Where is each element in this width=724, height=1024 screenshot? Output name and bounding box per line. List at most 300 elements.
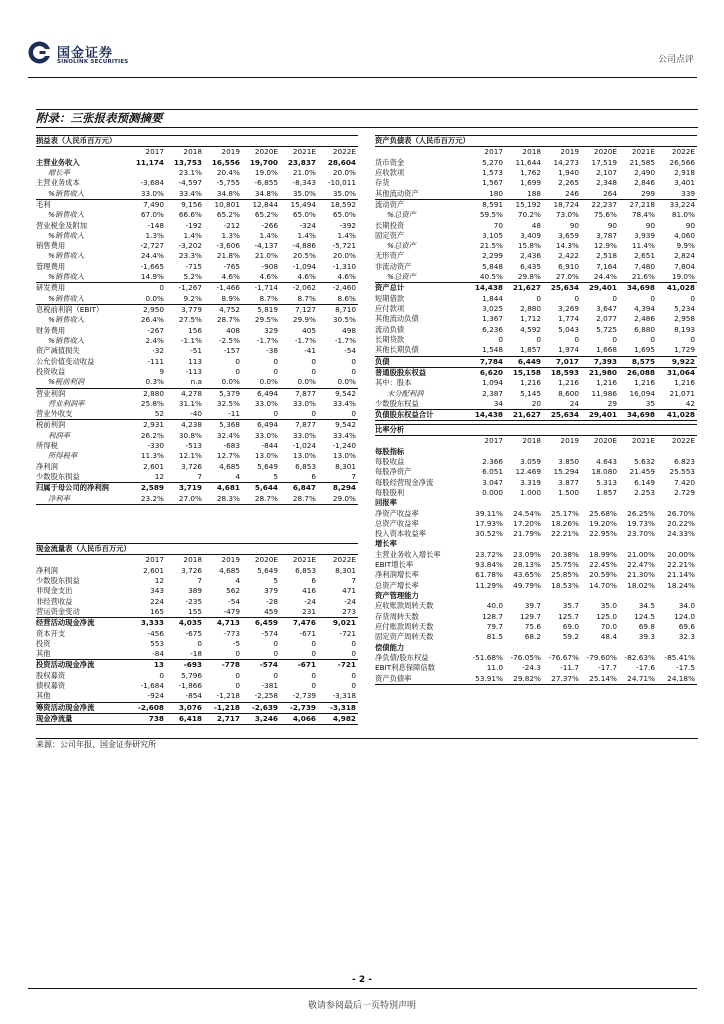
row-value: 0.0% — [145, 293, 164, 303]
row-value: 2,387 — [482, 388, 503, 398]
table-row — [36, 178, 358, 188]
row-value: 18,592 — [318, 199, 358, 210]
row-value: -3,318 — [318, 702, 358, 713]
row-value: -330 — [147, 441, 164, 451]
row-value: 1.4% — [259, 230, 278, 240]
row-value: -76.05% — [510, 652, 541, 662]
row-value — [619, 539, 657, 549]
row-value — [657, 643, 697, 653]
row-label: %税前利润 — [48, 377, 85, 387]
table-row — [375, 560, 697, 570]
row-value: 70.2% — [517, 210, 541, 220]
row-value: 18.02% — [627, 580, 655, 590]
row-value: 13.0% — [292, 451, 316, 461]
row-value: -17.5 — [676, 663, 695, 673]
row-value: 5.2% — [183, 272, 202, 282]
row-label: 主营业务成本 — [36, 178, 80, 188]
row-label: 少数股东权益 — [375, 398, 419, 408]
row-value: 389 — [188, 586, 202, 596]
row-value: 11,644 — [515, 157, 541, 167]
row-value: -4,597 — [178, 178, 202, 188]
row-value: 7,784 — [467, 356, 505, 367]
row-value: 30.52% — [475, 529, 503, 539]
row-label: 其他 — [36, 691, 51, 701]
table-row — [375, 643, 697, 653]
table-row — [36, 649, 358, 660]
row-value: 1,857 — [520, 345, 541, 355]
row-value: 26,088 — [619, 367, 657, 378]
row-value: 34.8% — [254, 188, 278, 198]
row-value: -671 — [280, 660, 318, 671]
table-row — [36, 189, 358, 200]
logo-text-cn: 国金证券 — [57, 46, 114, 61]
row-value — [543, 643, 581, 653]
row-value: 34,698 — [619, 283, 657, 294]
row-label: %销售收入 — [48, 293, 85, 303]
row-value: 43.65% — [513, 570, 541, 580]
row-value — [657, 539, 697, 549]
row-value: 24 — [569, 398, 579, 408]
row-value: 23.3% — [178, 251, 202, 261]
row-value: 28.7% — [280, 494, 318, 505]
table-row — [36, 377, 358, 388]
disclaimer-note: 敬请参阅最后一页特别声明 — [307, 1001, 416, 1011]
row-label: 资产管理能力 — [375, 591, 419, 600]
year-header: 2022E — [332, 555, 356, 565]
row-value: 0 — [273, 356, 278, 366]
row-label: %总资产 — [387, 210, 416, 220]
row-value: 15.8% — [517, 241, 541, 251]
row-value: 22,237 — [581, 199, 619, 210]
row-value: -1,684 — [140, 681, 164, 691]
row-value: 6,847 — [280, 483, 318, 494]
row-value: 8.7% — [297, 293, 316, 303]
row-value: -28 — [266, 596, 278, 606]
row-value: 20.5% — [292, 251, 316, 261]
table-row — [36, 691, 358, 702]
row-value: 180 — [489, 188, 503, 198]
row-value: 69.0 — [562, 621, 579, 631]
row-value: 3,401 — [674, 178, 695, 188]
row-value: 1,712 — [520, 314, 541, 324]
row-value: 20 — [531, 398, 541, 408]
row-value: 34,698 — [619, 410, 657, 421]
row-label: 主营业务收入增长率 — [375, 549, 441, 559]
row-value: 1.000 — [520, 487, 541, 497]
row-value: 23.09% — [513, 549, 541, 559]
row-label: 毛利 — [36, 199, 128, 210]
table-row — [36, 231, 358, 241]
row-value: -721 — [318, 660, 358, 671]
table-row — [375, 283, 697, 294]
row-value: 15,494 — [280, 199, 318, 210]
row-value: 8.6% — [337, 293, 356, 303]
row-value: 1.4% — [183, 230, 202, 240]
row-value: 21.8% — [216, 251, 240, 261]
row-value: 125.0 — [596, 611, 617, 621]
row-value: 25.85% — [551, 570, 579, 580]
row-value: 0 — [235, 356, 240, 366]
row-label: 其他 — [36, 649, 51, 659]
row-value: -17.7 — [598, 663, 617, 673]
sinolink-logo-icon — [27, 40, 52, 65]
row-label: 短期借款 — [375, 293, 405, 303]
row-value: -85.41% — [664, 652, 695, 662]
row-value: 20.00% — [667, 549, 695, 559]
table-row — [375, 221, 697, 231]
row-value: -54 — [228, 596, 240, 606]
row-value: -3,684 — [140, 178, 164, 188]
row-value: 1,668 — [596, 345, 617, 355]
row-value: 6 — [311, 575, 316, 585]
row-value: 5,819 — [242, 305, 280, 316]
table-row — [36, 618, 358, 629]
year-header: 2020E — [254, 147, 278, 157]
table-row — [36, 210, 358, 220]
row-label: 净利率 — [36, 494, 128, 505]
row-value: 28.7% — [216, 315, 240, 325]
row-value: 0 — [650, 293, 655, 303]
row-value: 20.22% — [667, 518, 695, 528]
row-value: 1,844 — [482, 293, 503, 303]
row-value: 23.70% — [627, 529, 655, 539]
table-row — [36, 221, 358, 231]
row-label: 投资 — [36, 638, 51, 648]
row-value: 19.0% — [671, 272, 695, 282]
row-value: 15.294 — [553, 467, 579, 477]
row-label: 其中：股本 — [375, 378, 412, 388]
table-row — [375, 168, 697, 178]
row-value: 4 — [235, 472, 240, 481]
row-value: 1,940 — [558, 167, 579, 177]
row-value: 13,753 — [173, 157, 202, 167]
row-value: -2,258 — [254, 691, 278, 701]
table-row — [375, 241, 697, 251]
year-header-row — [36, 555, 358, 566]
income-statement-table — [36, 135, 358, 505]
row-value: 5.632 — [634, 456, 655, 466]
row-value: 0 — [273, 366, 278, 376]
table-row — [36, 494, 358, 505]
page-header — [0, 0, 724, 80]
row-value — [505, 498, 543, 508]
row-value: 4,685 — [219, 565, 240, 575]
row-label: 回报率 — [375, 498, 397, 508]
table-row — [36, 586, 358, 596]
row-label: 所得税率 — [48, 451, 78, 461]
table-row — [375, 509, 697, 519]
row-value: 273 — [342, 606, 356, 616]
row-value: -79.60% — [586, 652, 617, 662]
row-label: 每股净资产 — [375, 467, 412, 477]
row-value: 3,779 — [166, 305, 204, 316]
row-value: 21.0% — [254, 251, 278, 261]
row-value: 21,980 — [581, 367, 619, 378]
row-value: -111 — [147, 356, 164, 366]
year-header: 2017 — [145, 147, 164, 157]
row-value: 1,699 — [520, 178, 541, 188]
row-value: 25,634 — [543, 410, 581, 421]
row-value: 7 — [351, 575, 356, 585]
row-value: 42 — [685, 398, 695, 408]
row-label: 投资活动现金净流 — [36, 660, 128, 671]
row-value: 0 — [351, 649, 356, 659]
row-value: -675 — [185, 628, 202, 638]
row-value: 33,224 — [657, 199, 697, 210]
row-label: 货币资金 — [375, 157, 405, 167]
row-value: 25.553 — [669, 467, 695, 477]
row-value: 7,490 — [128, 199, 166, 210]
row-value: 4,394 — [634, 304, 655, 313]
row-value: 8,301 — [335, 461, 356, 471]
row-value: 5,379 — [204, 388, 242, 399]
row-value: 1,216 — [674, 378, 695, 388]
row-value: 3,726 — [181, 565, 202, 575]
row-value: 23.2% — [128, 494, 166, 505]
row-label: 存货 — [375, 178, 390, 188]
row-value: 2.366 — [482, 456, 503, 466]
table-row — [375, 498, 697, 508]
row-value: 67.0% — [140, 210, 164, 220]
row-value: 0 — [311, 649, 316, 659]
row-value: 25,634 — [543, 283, 581, 294]
row-value: 0 — [574, 334, 579, 344]
row-value: 75.6 — [524, 621, 541, 631]
row-label: %销售收入 — [48, 315, 85, 325]
row-label: 债权募资 — [36, 681, 66, 691]
row-value: 4,066 — [280, 714, 318, 725]
table-row — [36, 294, 358, 305]
row-value: 0 — [351, 681, 356, 691]
row-value: 5,145 — [520, 388, 541, 398]
row-value: 4,238 — [166, 420, 204, 431]
row-value: -24 — [344, 596, 356, 606]
table-row — [375, 550, 697, 560]
row-value: 7,393 — [581, 356, 619, 367]
row-value: 40.5% — [479, 272, 503, 282]
year-header-row — [375, 147, 697, 158]
row-value: 79.7 — [486, 621, 503, 631]
row-label: 偿债能力 — [375, 642, 405, 652]
year-header: 2022E — [671, 147, 695, 157]
table-row — [36, 639, 358, 649]
row-value — [581, 591, 619, 601]
row-value: -1,665 — [140, 261, 164, 271]
table-row — [36, 451, 358, 461]
row-value: 6,449 — [505, 356, 543, 367]
row-value: 23,837 — [287, 157, 316, 167]
table-row — [36, 409, 358, 420]
row-value: -24 — [304, 596, 316, 606]
page-number: - 2 - — [352, 975, 372, 985]
row-value — [505, 591, 543, 601]
year-header: 2019 — [560, 436, 579, 446]
row-value: 0 — [311, 366, 316, 376]
row-value: 5 — [273, 472, 278, 481]
row-label: 每股经营现金净流 — [375, 477, 434, 487]
row-value: -24.3 — [522, 663, 541, 673]
row-value: 30.5% — [332, 315, 356, 325]
row-value: 8,710 — [318, 305, 358, 316]
row-value: 2,880 — [520, 304, 541, 313]
table-row — [375, 519, 697, 529]
row-value: 2,348 — [596, 178, 617, 188]
row-value: -778 — [204, 660, 242, 671]
row-value: 1,216 — [634, 378, 655, 388]
row-value: 2,589 — [128, 483, 166, 494]
row-value: -82.63% — [624, 652, 655, 662]
row-value: -1,714 — [242, 283, 280, 294]
row-value: 3.850 — [558, 456, 579, 466]
row-value: 0 — [574, 293, 579, 303]
row-value: 6,494 — [242, 420, 280, 431]
row-value: 21.0% — [292, 167, 316, 177]
row-value: 2,931 — [128, 420, 166, 431]
row-value: -11.7 — [560, 663, 579, 673]
row-value: 31.1% — [178, 398, 202, 408]
row-value: 19.73% — [627, 518, 655, 528]
row-value: 27.0% — [166, 494, 204, 505]
table-row — [375, 478, 697, 488]
row-value: 34 — [493, 398, 503, 408]
table-row — [375, 262, 697, 272]
row-value — [467, 539, 505, 549]
row-value: 29.8% — [517, 272, 541, 282]
row-value: 1,367 — [482, 314, 503, 324]
table-row — [375, 674, 697, 685]
table-row — [36, 272, 358, 283]
table-row — [36, 702, 358, 713]
row-value: 7.420 — [674, 477, 695, 487]
table-row — [36, 714, 358, 725]
row-value: 9,021 — [318, 618, 358, 629]
row-value: -3,606 — [216, 241, 240, 251]
row-value: 0.0% — [221, 377, 240, 387]
row-value: 0 — [197, 638, 202, 648]
row-value: 28.13% — [513, 560, 541, 570]
row-value: 21.00% — [627, 549, 655, 559]
row-value — [581, 643, 619, 653]
row-value: 29.0% — [318, 494, 358, 505]
row-value: 13 — [128, 660, 166, 671]
row-value: 33.4% — [178, 188, 202, 198]
row-value: -324 — [299, 220, 316, 230]
row-value: 12.9% — [593, 241, 617, 251]
row-value: -1,866 — [178, 681, 202, 691]
row-label: 资产负债率 — [375, 674, 467, 685]
table-row — [36, 671, 358, 681]
row-value: 21.14% — [667, 570, 695, 580]
table-title: 现金流量表（人民币百万元） — [36, 544, 358, 555]
row-value: 9 — [159, 366, 164, 376]
row-value: 12 — [154, 575, 164, 585]
row-value: 7,164 — [596, 261, 617, 271]
row-value: 125.7 — [558, 611, 579, 621]
row-value: 7,877 — [280, 388, 318, 399]
row-value: 5,368 — [204, 420, 242, 431]
row-value: 26.25% — [627, 508, 655, 518]
table-row — [375, 601, 697, 611]
row-value: -51 — [190, 346, 202, 356]
table-row — [36, 629, 358, 639]
row-value: 0 — [159, 670, 164, 680]
row-label: EBIT增长率 — [375, 560, 414, 570]
row-value: 2.253 — [634, 487, 655, 497]
row-value: -4,886 — [292, 241, 316, 251]
row-value: 25.17% — [551, 508, 579, 518]
row-label: %销售收入 — [48, 251, 85, 261]
row-label: 息税前利润（EBIT） — [36, 305, 128, 316]
row-label: 少数股东损益 — [36, 575, 80, 585]
table-row — [375, 272, 697, 283]
row-label: 应付款项 — [375, 304, 405, 313]
row-value: 27.5% — [178, 315, 202, 325]
row-label: 净负债/股东权益 — [375, 652, 429, 662]
row-value: 10,801 — [204, 199, 242, 210]
row-value: -2,460 — [318, 283, 358, 294]
table-row — [375, 436, 697, 447]
table-row — [36, 305, 358, 316]
row-value: 0 — [612, 293, 617, 303]
row-value: 6 — [311, 472, 316, 481]
row-value: 3,025 — [482, 304, 503, 313]
row-value: -1.7% — [294, 335, 316, 345]
table-row — [36, 660, 358, 671]
row-label: 投资收益 — [36, 366, 66, 376]
row-value: 35.7 — [562, 601, 579, 611]
row-value — [128, 168, 166, 178]
row-value: 7 — [197, 472, 202, 481]
row-value: 6,236 — [482, 324, 503, 334]
row-value: -8,343 — [292, 178, 316, 188]
row-value: 264 — [603, 188, 617, 198]
row-value: 379 — [264, 586, 278, 596]
row-value: 33.4% — [332, 398, 356, 408]
table-row — [375, 178, 697, 188]
table-row — [375, 335, 697, 345]
year-header: 2020E — [593, 147, 617, 157]
row-value: 26,566 — [669, 157, 695, 167]
year-header-blank — [36, 555, 128, 566]
row-value — [581, 498, 619, 508]
row-value: 9.9% — [676, 241, 695, 251]
row-value — [619, 498, 657, 508]
row-label: 负债股东权益合计 — [375, 410, 467, 421]
row-value: 14,438 — [467, 410, 505, 421]
year-header: 2019 — [221, 147, 240, 157]
row-value — [543, 539, 581, 549]
table-title: 比率分析 — [375, 425, 697, 436]
row-value: 0 — [351, 409, 356, 419]
table-row — [36, 367, 358, 377]
row-value: 12,844 — [242, 199, 280, 210]
year-header-blank — [375, 147, 467, 158]
row-label: 少数股东损益 — [36, 472, 80, 481]
row-value: 19,700 — [249, 157, 278, 167]
header-divider — [28, 77, 697, 78]
row-value: 41,028 — [657, 410, 697, 421]
report-type-label: 公司点评 — [657, 55, 694, 65]
row-value: 4.6% — [337, 272, 356, 282]
row-value: 18.99% — [589, 549, 617, 559]
row-value: 4.643 — [596, 456, 617, 466]
row-value: 0 — [273, 638, 278, 648]
row-value: 21.5% — [479, 241, 503, 251]
row-label: 其他长期负债 — [375, 345, 419, 355]
row-value: 2,299 — [482, 251, 503, 261]
row-value: 6,435 — [520, 261, 541, 271]
row-value: 27.37% — [543, 674, 581, 685]
